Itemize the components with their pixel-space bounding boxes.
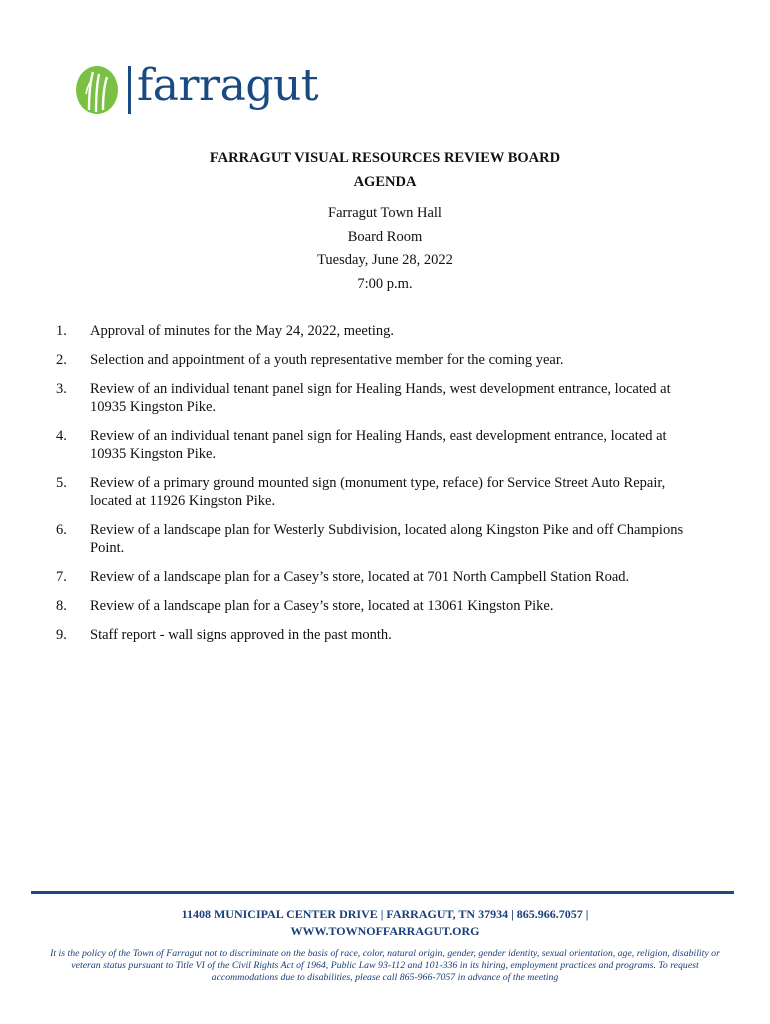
agenda-item — [56, 568, 706, 586]
item-number: 3. — [56, 381, 67, 397]
agenda-item — [56, 474, 706, 510]
item-number: 6. — [56, 522, 67, 538]
agenda-item — [56, 626, 706, 644]
agenda-item — [56, 380, 706, 416]
agenda-item — [56, 521, 706, 557]
item-text: Review of a landscape plan for a Casey’s store, located at 701 North Campbell Station Road. — [90, 569, 630, 585]
agenda-item — [56, 427, 706, 463]
logo-divider — [128, 66, 131, 114]
nondiscrimination-policy: It is the policy of the Town of Farragut not to discriminate on the basis of race, color, natural origin, gender, gender identity, sexual orientation, age, religion, disability or veteran status pursuant to Title VI of the Civil Rights Act of 1964, Public Law 93-112 and 101-336 in its hiring, employment practices and programs. To request accommodations due to disabilities, please call 865-966-7057 in advance of the meeting — [50, 948, 720, 983]
item-number: 4. — [56, 428, 67, 444]
logo-wordmark: farragut — [137, 60, 319, 111]
footer-divider — [31, 891, 734, 894]
town-logo — [74, 60, 318, 120]
item-text: Review of a primary ground mounted sign (monument type, reface) for Service Street Auto Repair, located at 11926 Kingston Pike. — [90, 475, 666, 509]
location-line: Board Room — [347, 228, 423, 245]
item-text: Review of a landscape plan for Westerly Subdivision, located along Kingston Pike and off Champions Point. — [90, 522, 684, 556]
meeting-date: Tuesday, June 28, 2022 — [317, 252, 453, 268]
meeting-time: 7:00 p.m. — [357, 275, 413, 292]
agenda-subtitle: AGENDA — [353, 174, 417, 190]
item-text: Selection and appointment of a youth representative member for the coming year. — [90, 352, 564, 368]
leaf-logo-icon — [74, 64, 120, 116]
item-number: 5. — [56, 475, 67, 491]
agenda-item — [56, 322, 706, 340]
item-number: 9. — [56, 627, 67, 643]
item-number: 2. — [56, 352, 67, 368]
footer-website-link[interactable]: WWW.TOWNOFFARRAGUT.ORG — [290, 924, 480, 938]
location-line: Farragut Town Hall — [328, 205, 442, 221]
item-number: 8. — [56, 598, 67, 614]
agenda-header — [0, 146, 770, 296]
item-text: Review of an individual tenant panel sign for Healing Hands, west development entrance, located at 10935 Kingston Pike. — [90, 381, 671, 415]
agenda-item — [56, 597, 706, 615]
agenda-item — [56, 351, 706, 369]
agenda-items — [56, 322, 706, 655]
item-text: Approval of minutes for the May 24, 2022, meeting. — [90, 323, 395, 339]
meeting-location — [0, 202, 770, 296]
item-text: Review of an individual tenant panel sign for Healing Hands, east development entrance, located at 10935 Kingston Pike. — [90, 428, 667, 462]
item-text: Staff report - wall signs approved in the past month. — [90, 627, 392, 643]
item-number: 1. — [56, 323, 67, 339]
board-title: FARRAGUT VISUAL RESOURCES REVIEW BOARD — [209, 150, 561, 166]
item-number: 7. — [56, 569, 67, 585]
item-text: Review of a landscape plan for a Casey’s store, located at 13061 Kingston Pike. — [90, 598, 554, 614]
footer-address: 11408 MUNICIPAL CENTER DRIVE | FARRAGUT, TN 37934 | 865.966.7057 | — [181, 907, 589, 921]
